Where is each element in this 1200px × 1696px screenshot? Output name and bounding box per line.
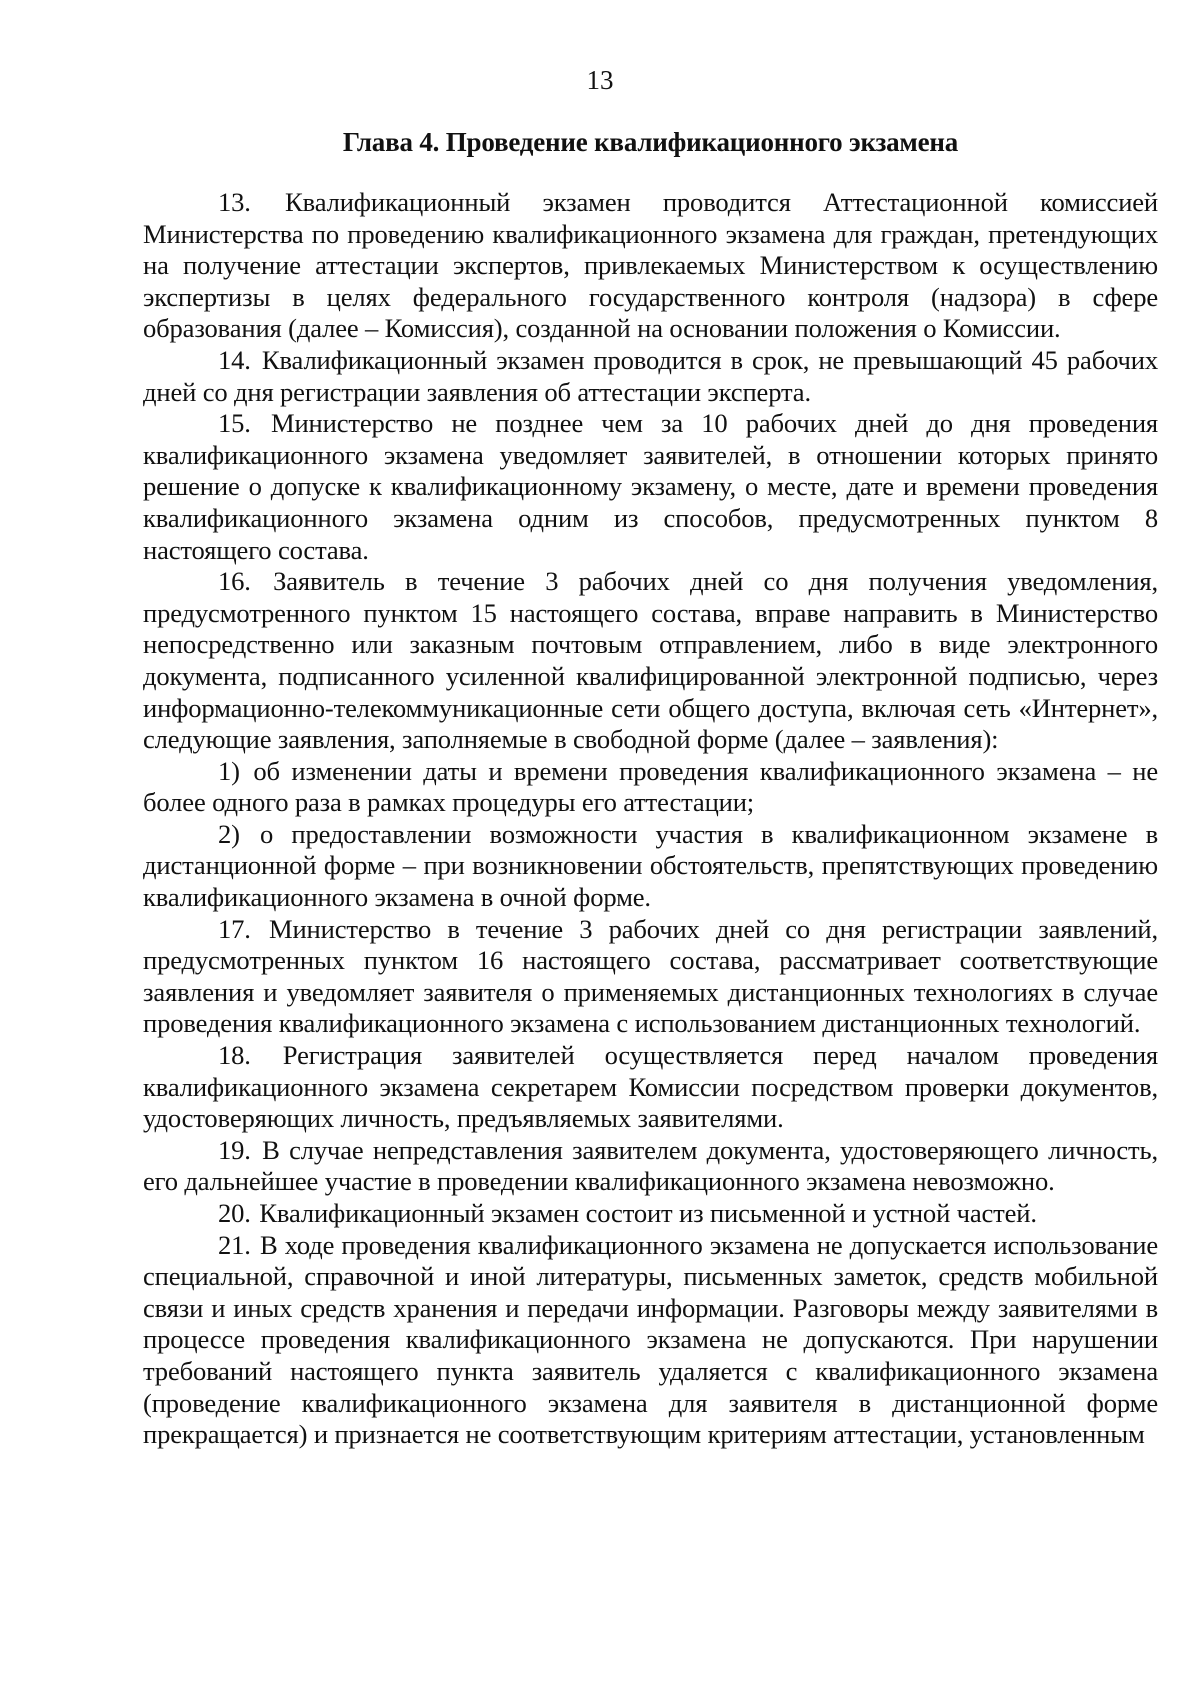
paragraph-text: о предоставлении возможности участия в квалификационном экзамене в дистанционной форме – при возникновении обстоятельств, препятствующих проведению квалификационного экзамена в очной форме.	[143, 818, 1159, 913]
paragraph-20	[143, 1198, 1158, 1230]
paragraph-number: 14.	[218, 344, 251, 375]
paragraph-number: 20.	[218, 1198, 251, 1228]
paragraph-16	[143, 566, 1158, 756]
subparagraph-1	[143, 756, 1158, 819]
paragraph-13	[143, 187, 1158, 345]
document-body	[143, 187, 1158, 1451]
paragraph-text: Квалификационный экзамен проводится Аттестационной комиссией Министерства по проведению квалификационного экзамена для граждан, претендующих на получение аттестации экспертов, привлекаемых Министерством к осуществлению экспертизы в целях федерального государственного контроля (надзора) в сфере образования (далее – Комиссия), созданной на основании положения о Комиссии.	[143, 187, 1159, 344]
subparagraph-2	[143, 819, 1158, 914]
paragraph-number: 16.	[218, 566, 251, 597]
chapter-title: Глава 4. Проведение квалификационного экзамена	[342, 127, 959, 157]
paragraph-text: Министерство в течение 3 рабочих дней со дня регистрации заявлений, предусмотренных пунктом 16 настоящего состава, рассматривает соответствующие заявления и уведомляет заявителя о применяемых дистанционных технологиях в случае проведения квалификационного экзамена с использованием дистанционных технологий.	[143, 913, 1158, 1039]
paragraph-text: Министерство не позднее чем за 10 рабочих дней до дня проведения квалификационного экзамена уведомляет заявителей, в отношении которых принято решение о допуске к квалификационному экзамену, о месте, дате и времени проведения квалификационного экзамена одним из способов, предусмотренных пунктом 8 настоящего состава.	[143, 408, 1158, 565]
paragraph-text: Регистрация заявителей осуществляется перед началом проведения квалификационного экзамена секретарем Комиссии посредством проверки документов, удостоверяющих личность, предъявляемых заявителями.	[143, 1040, 1158, 1134]
paragraph-text: Заявитель в течение 3 рабочих дней со дня получения уведомления, предусмотренного пунктом 15 настоящего состава, вправе направить в Министерство непосредственно или заказным почтовым отправлением, либо в виде электронного документа, подписанного усиленной квалифицированной электронной подписью, через информационно-телекоммуникационные сети общего доступа, включая сеть «Интернет», следующие заявления, заполняемые в свободной форме (далее – заявления):	[143, 566, 1158, 755]
paragraph-18	[143, 1040, 1158, 1135]
paragraph-15	[143, 408, 1158, 566]
paragraph-21	[143, 1230, 1158, 1451]
paragraph-number: 19.	[218, 1134, 251, 1165]
paragraph-number: 2)	[218, 818, 240, 849]
paragraph-text: об изменении даты и времени проведения квалификационного экзамена – не более одного раза в рамках процедуры его аттестации;	[143, 755, 1158, 818]
paragraph-text: В случае непредставления заявителем документа, удостоверяющего личность, его дальнейшее участие в проведении квалификационного экзамена невозможно.	[143, 1134, 1158, 1197]
paragraph-number: 21.	[218, 1229, 251, 1260]
paragraph-number: 18.	[218, 1040, 251, 1071]
paragraph-14	[143, 345, 1158, 408]
paragraph-number: 17.	[218, 913, 251, 944]
paragraph-text: В ходе проведения квалификационного экзамена не допускается использование специальной, справочной и иной литературы, письменных заметок, средств мобильной связи и иных средств хранения и передачи информации. Разговоры между заявителями в процессе проведения квалификационного экзамена не допускаются. При нарушении требований настоящего пункта заявитель удаляется с квалификационного экзамена (проведение квалификационного экзамена для заявителя в дистанционной форме прекращается) и признается не соответствующим критериям аттестации, установленным	[143, 1229, 1159, 1450]
paragraph-text: Квалификационный экзамен проводится в срок, не превышающий 45 рабочих дней со дня регистрации заявления об аттестации эксперта.	[143, 344, 1158, 407]
paragraph-number: 13.	[218, 187, 251, 217]
paragraph-text: Квалификационный экзамен состоит из письменной и устной частей.	[259, 1198, 1037, 1228]
paragraph-number: 15.	[218, 408, 251, 439]
paragraph-19	[143, 1135, 1158, 1198]
paragraph-number: 1)	[218, 755, 240, 786]
page-number: 13	[586, 65, 614, 95]
paragraph-17	[143, 914, 1158, 1040]
